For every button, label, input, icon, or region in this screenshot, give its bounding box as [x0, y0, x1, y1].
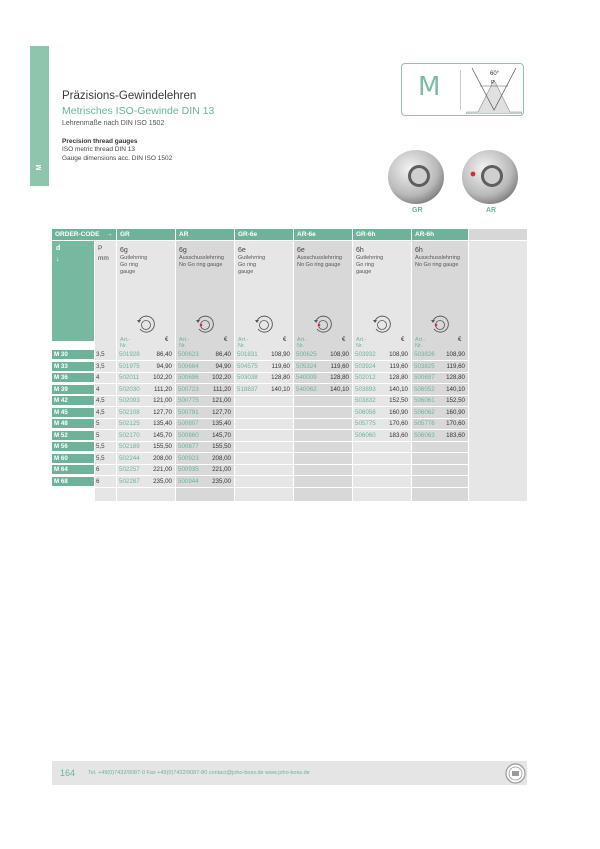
price: 170,60 [389, 420, 408, 427]
article-number: 500664 [178, 362, 199, 370]
no-go-ring-caption: AR [486, 207, 497, 214]
go-gauge-icon [371, 314, 393, 334]
price: 127,70 [212, 408, 231, 416]
article-number: 500625 [296, 351, 317, 358]
price: 140,10 [446, 385, 465, 393]
de-gr-6h: Gutlehrring [356, 255, 384, 261]
euro-caption: € [401, 337, 405, 343]
table-row [52, 431, 468, 440]
thread-size: M 60 [52, 454, 94, 463]
chapter-letter: M [36, 164, 43, 171]
article-number: 502189 [119, 443, 140, 450]
euro-caption: € [165, 337, 169, 343]
article-number: 505775 [355, 420, 376, 427]
price: 155,50 [212, 443, 231, 450]
price: 102,20 [212, 374, 231, 381]
tol-gr-6h: 6h [356, 247, 364, 254]
price: 145,70 [212, 431, 231, 439]
table-row [52, 454, 468, 463]
art-no-caption: Art.-Nr. [179, 337, 190, 349]
thread-size: M 52 [52, 431, 94, 440]
article-number: 500775 [178, 397, 199, 404]
english-subtitle: ISO metric thread DIN 13 [62, 146, 135, 153]
article-number: 500723 [178, 385, 199, 393]
price: 94,90 [156, 362, 172, 370]
en-ar: No Go ring gauge [179, 262, 223, 268]
article-number: 500696 [178, 374, 199, 381]
chapter-side-tab [30, 46, 49, 186]
thread-pitch: 6 [96, 477, 100, 485]
article-number: 502012 [355, 374, 376, 381]
article-number: 506058 [355, 408, 376, 416]
article-number: 501928 [119, 351, 140, 358]
price: 86,40 [156, 351, 172, 358]
price: 128,80 [271, 374, 290, 381]
price: 111,20 [153, 385, 172, 393]
thread-pitch: 3,5 [96, 362, 105, 370]
desc-ar-6e [297, 246, 342, 269]
euro-caption: € [224, 337, 228, 343]
tol-ar-6h: 6h [415, 247, 423, 254]
thread-pitch: 5 [96, 420, 100, 427]
price: 119,60 [271, 362, 290, 370]
article-number: 540009 [296, 374, 317, 381]
price: 140,10 [271, 385, 290, 393]
article-number: 506052 [414, 385, 435, 393]
price: 108,90 [271, 351, 290, 358]
page-title: Präzisions-Gewindelehren [62, 90, 197, 102]
price: 160,90 [389, 408, 408, 416]
de-ar-6h: Ausschusslehrring [415, 255, 460, 261]
price: 108,90 [330, 351, 349, 358]
article-number: 502093 [119, 397, 140, 404]
de-ar-6e: Ausschusslehrring [297, 255, 342, 261]
thread-pitch: 4,5 [96, 397, 105, 404]
price: 135,40 [153, 420, 172, 427]
d-label: d [56, 245, 61, 252]
price: 94,90 [215, 362, 231, 370]
table-row [52, 465, 468, 474]
thread-pitch: 4 [96, 374, 100, 381]
table-row [52, 408, 468, 417]
table-row [52, 419, 468, 428]
price: 145,70 [153, 431, 172, 439]
price: 183,60 [446, 431, 465, 439]
price: 108,90 [389, 351, 408, 358]
page-footer [52, 761, 527, 785]
price: 140,10 [389, 385, 408, 393]
column-header-gr: GR [117, 229, 175, 240]
article-number: 500623 [178, 351, 199, 358]
article-number: 502170 [119, 431, 140, 439]
article-number: 502125 [119, 420, 140, 427]
article-number: 500944 [178, 477, 199, 485]
article-number: 500923 [178, 454, 199, 462]
price: 119,60 [389, 362, 408, 370]
desc-gr-6e [238, 246, 265, 276]
thread-size: M 36 [52, 373, 94, 382]
column-header-empty [469, 229, 527, 240]
thread-pitch: 4,5 [96, 408, 105, 416]
column-header-ar: AR [176, 229, 234, 240]
price: 102,20 [153, 374, 172, 381]
article-number: 503038 [237, 374, 258, 381]
price: 128,80 [389, 374, 408, 381]
go-gauge-icon [135, 314, 157, 334]
thread-pitch-label: P [491, 80, 495, 86]
article-number: 500935 [178, 466, 199, 473]
thread-size: M 33 [52, 362, 94, 371]
no-go-ring-gauge-image [459, 146, 521, 208]
thread-size: M 45 [52, 408, 94, 417]
column-header-ar-6e: AR-6e [294, 229, 352, 240]
price: 235,00 [212, 477, 231, 485]
de-ar: Ausschusslehrring [179, 255, 224, 261]
article-number: 503832 [355, 397, 376, 404]
article-number: 505324 [296, 362, 317, 370]
price: 121,00 [153, 397, 172, 404]
thread-type-letter: M [418, 72, 441, 102]
article-number: 503924 [355, 362, 376, 370]
article-number: 502030 [119, 385, 140, 393]
order-code-header [52, 229, 116, 240]
article-number: 500807 [178, 420, 199, 427]
thread-size: M 39 [52, 385, 94, 394]
price: 152,50 [389, 397, 408, 404]
thread-angle-label: 60° [490, 71, 500, 77]
thread-pitch: 5,5 [96, 454, 105, 462]
column-header-gr-6e: GR-6e [235, 229, 293, 240]
thread-profile-icon [466, 66, 522, 114]
table-row [52, 373, 468, 382]
tol-gr-6e: 6e [238, 247, 246, 254]
table-row [52, 362, 468, 371]
english-title: Precision thread gauges [62, 138, 138, 145]
no-go-gauge-icon [194, 314, 216, 334]
company-logo-icon [505, 763, 526, 784]
thread-size: M 30 [52, 350, 94, 359]
en-gr: Go ring gauge [120, 262, 139, 275]
price: 235,00 [153, 477, 172, 485]
tol-ar: 6g [179, 247, 187, 254]
article-number: 500697 [414, 374, 435, 381]
page-number: 164 [60, 768, 76, 778]
price: 108,90 [446, 351, 465, 358]
page-subtitle-secondary: Lehrenmaße nach DIN ISO 1502 [62, 120, 165, 127]
article-number: 502108 [119, 408, 140, 416]
article-number: 503826 [414, 351, 435, 358]
tol-gr: 6g [120, 247, 128, 254]
article-number: 503825 [414, 362, 435, 370]
article-number: 500791 [178, 408, 199, 416]
price: 119,60 [330, 362, 349, 370]
article-number: 518837 [237, 385, 258, 393]
p-unit: mm [98, 255, 109, 262]
price: 135,40 [212, 420, 231, 427]
art-no-caption: Art.-Nr. [356, 337, 367, 349]
art-no-caption: Art.-Nr. [415, 337, 426, 349]
desc-ar [179, 246, 224, 269]
table-row [52, 385, 468, 394]
article-number: 506061 [414, 397, 435, 404]
price: 128,80 [446, 374, 465, 381]
thread-type-divider [460, 70, 461, 110]
art-no-caption: Art.-Nr. [297, 337, 308, 349]
thread-size: M 68 [52, 477, 94, 486]
desc-ar-6h [415, 246, 460, 269]
thread-pitch: 6 [96, 466, 100, 473]
en-gr-6h: Go ring gauge [356, 262, 375, 275]
thread-pitch: 5,5 [96, 443, 105, 450]
thread-pitch: 3,5 [96, 351, 105, 358]
page-subtitle: Metrisches ISO-Gewinde DIN 13 [62, 105, 215, 117]
thread-type-box [401, 63, 524, 116]
article-number: 506062 [414, 408, 435, 416]
thread-size: M 48 [52, 419, 94, 428]
contact-info: Tel. +49(0)7432/9087-0 Fax +49(0)7432/9087-80 contact@joho-boss.de www.joho-boss.de [88, 770, 310, 776]
article-number: 502244 [119, 454, 140, 462]
go-gauge-icon [253, 314, 275, 334]
no-go-gauge-icon [312, 314, 334, 334]
thread-pitch: 4 [96, 385, 100, 393]
go-ring-caption: GR [412, 207, 423, 214]
art-no-caption: Art.-Nr. [120, 337, 131, 349]
article-number: 500860 [178, 431, 199, 439]
table-row [52, 442, 468, 451]
price: 152,50 [446, 397, 465, 404]
thread-size: M 56 [52, 442, 94, 451]
price: 111,20 [212, 385, 231, 393]
price: 140,10 [330, 385, 349, 393]
en-gr-6e: Go ring gauge [238, 262, 257, 275]
table-row [52, 396, 468, 405]
price: 170,60 [446, 420, 465, 427]
article-number: 500877 [178, 443, 199, 450]
article-number: 501975 [119, 362, 140, 370]
price: 86,40 [215, 351, 231, 358]
price: 119,60 [446, 362, 465, 370]
article-number: 502257 [119, 466, 140, 473]
order-code-label: ORDER-CODE [55, 231, 100, 238]
article-number: 502011 [119, 374, 140, 381]
article-number: 506063 [414, 431, 435, 439]
d-arrow-icon: ↓ [56, 256, 60, 263]
price: 208,00 [212, 454, 231, 462]
english-subtitle-secondary: Gauge dimensions acc. DIN ISO 1502 [62, 155, 173, 162]
table-row [52, 477, 468, 486]
article-number: 503932 [355, 351, 376, 358]
de-gr-6e: Gutlehrring [238, 255, 266, 261]
thread-pitch: 5 [96, 431, 100, 439]
article-number: 502287 [119, 477, 140, 485]
price: 183,60 [389, 431, 408, 439]
price: 221,00 [153, 466, 172, 473]
table-row [52, 350, 468, 359]
tol-ar-6e: 6e [297, 247, 305, 254]
price: 160,90 [446, 408, 465, 416]
art-no-caption: Art.-Nr. [238, 337, 249, 349]
price: 127,70 [153, 408, 172, 416]
price: 155,50 [153, 443, 172, 450]
article-number: 505776 [414, 420, 435, 427]
price: 221,00 [212, 466, 231, 473]
price: 208,00 [153, 454, 172, 462]
p-label: P [98, 245, 103, 252]
article-number: 501831 [237, 351, 258, 358]
article-number: 504575 [237, 362, 258, 370]
column-header-gr-6h: GR-6h [353, 229, 411, 240]
thread-size: M 64 [52, 465, 94, 474]
thread-size: M 42 [52, 396, 94, 405]
euro-caption: € [342, 337, 346, 343]
article-number: 540062 [296, 385, 317, 393]
order-arrow-icon: → [106, 231, 113, 238]
go-ring-gauge-image [385, 146, 447, 208]
price: 121,00 [212, 397, 231, 404]
article-number: 506060 [355, 431, 376, 439]
euro-caption: € [458, 337, 462, 343]
euro-caption: € [283, 337, 287, 343]
desc-gr-6h [356, 246, 383, 276]
row-divider [52, 487, 468, 488]
price: 128,80 [330, 374, 349, 381]
article-number: 503893 [355, 385, 376, 393]
column-header-ar-6h: AR-6h [412, 229, 468, 240]
col-bg-empty [469, 241, 527, 501]
de-gr: Gutlehrring [120, 255, 148, 261]
en-ar-6h: No Go ring gauge [415, 262, 459, 268]
no-go-gauge-icon [429, 314, 451, 334]
en-ar-6e: No Go ring gauge [297, 262, 341, 268]
desc-gr [120, 246, 147, 276]
